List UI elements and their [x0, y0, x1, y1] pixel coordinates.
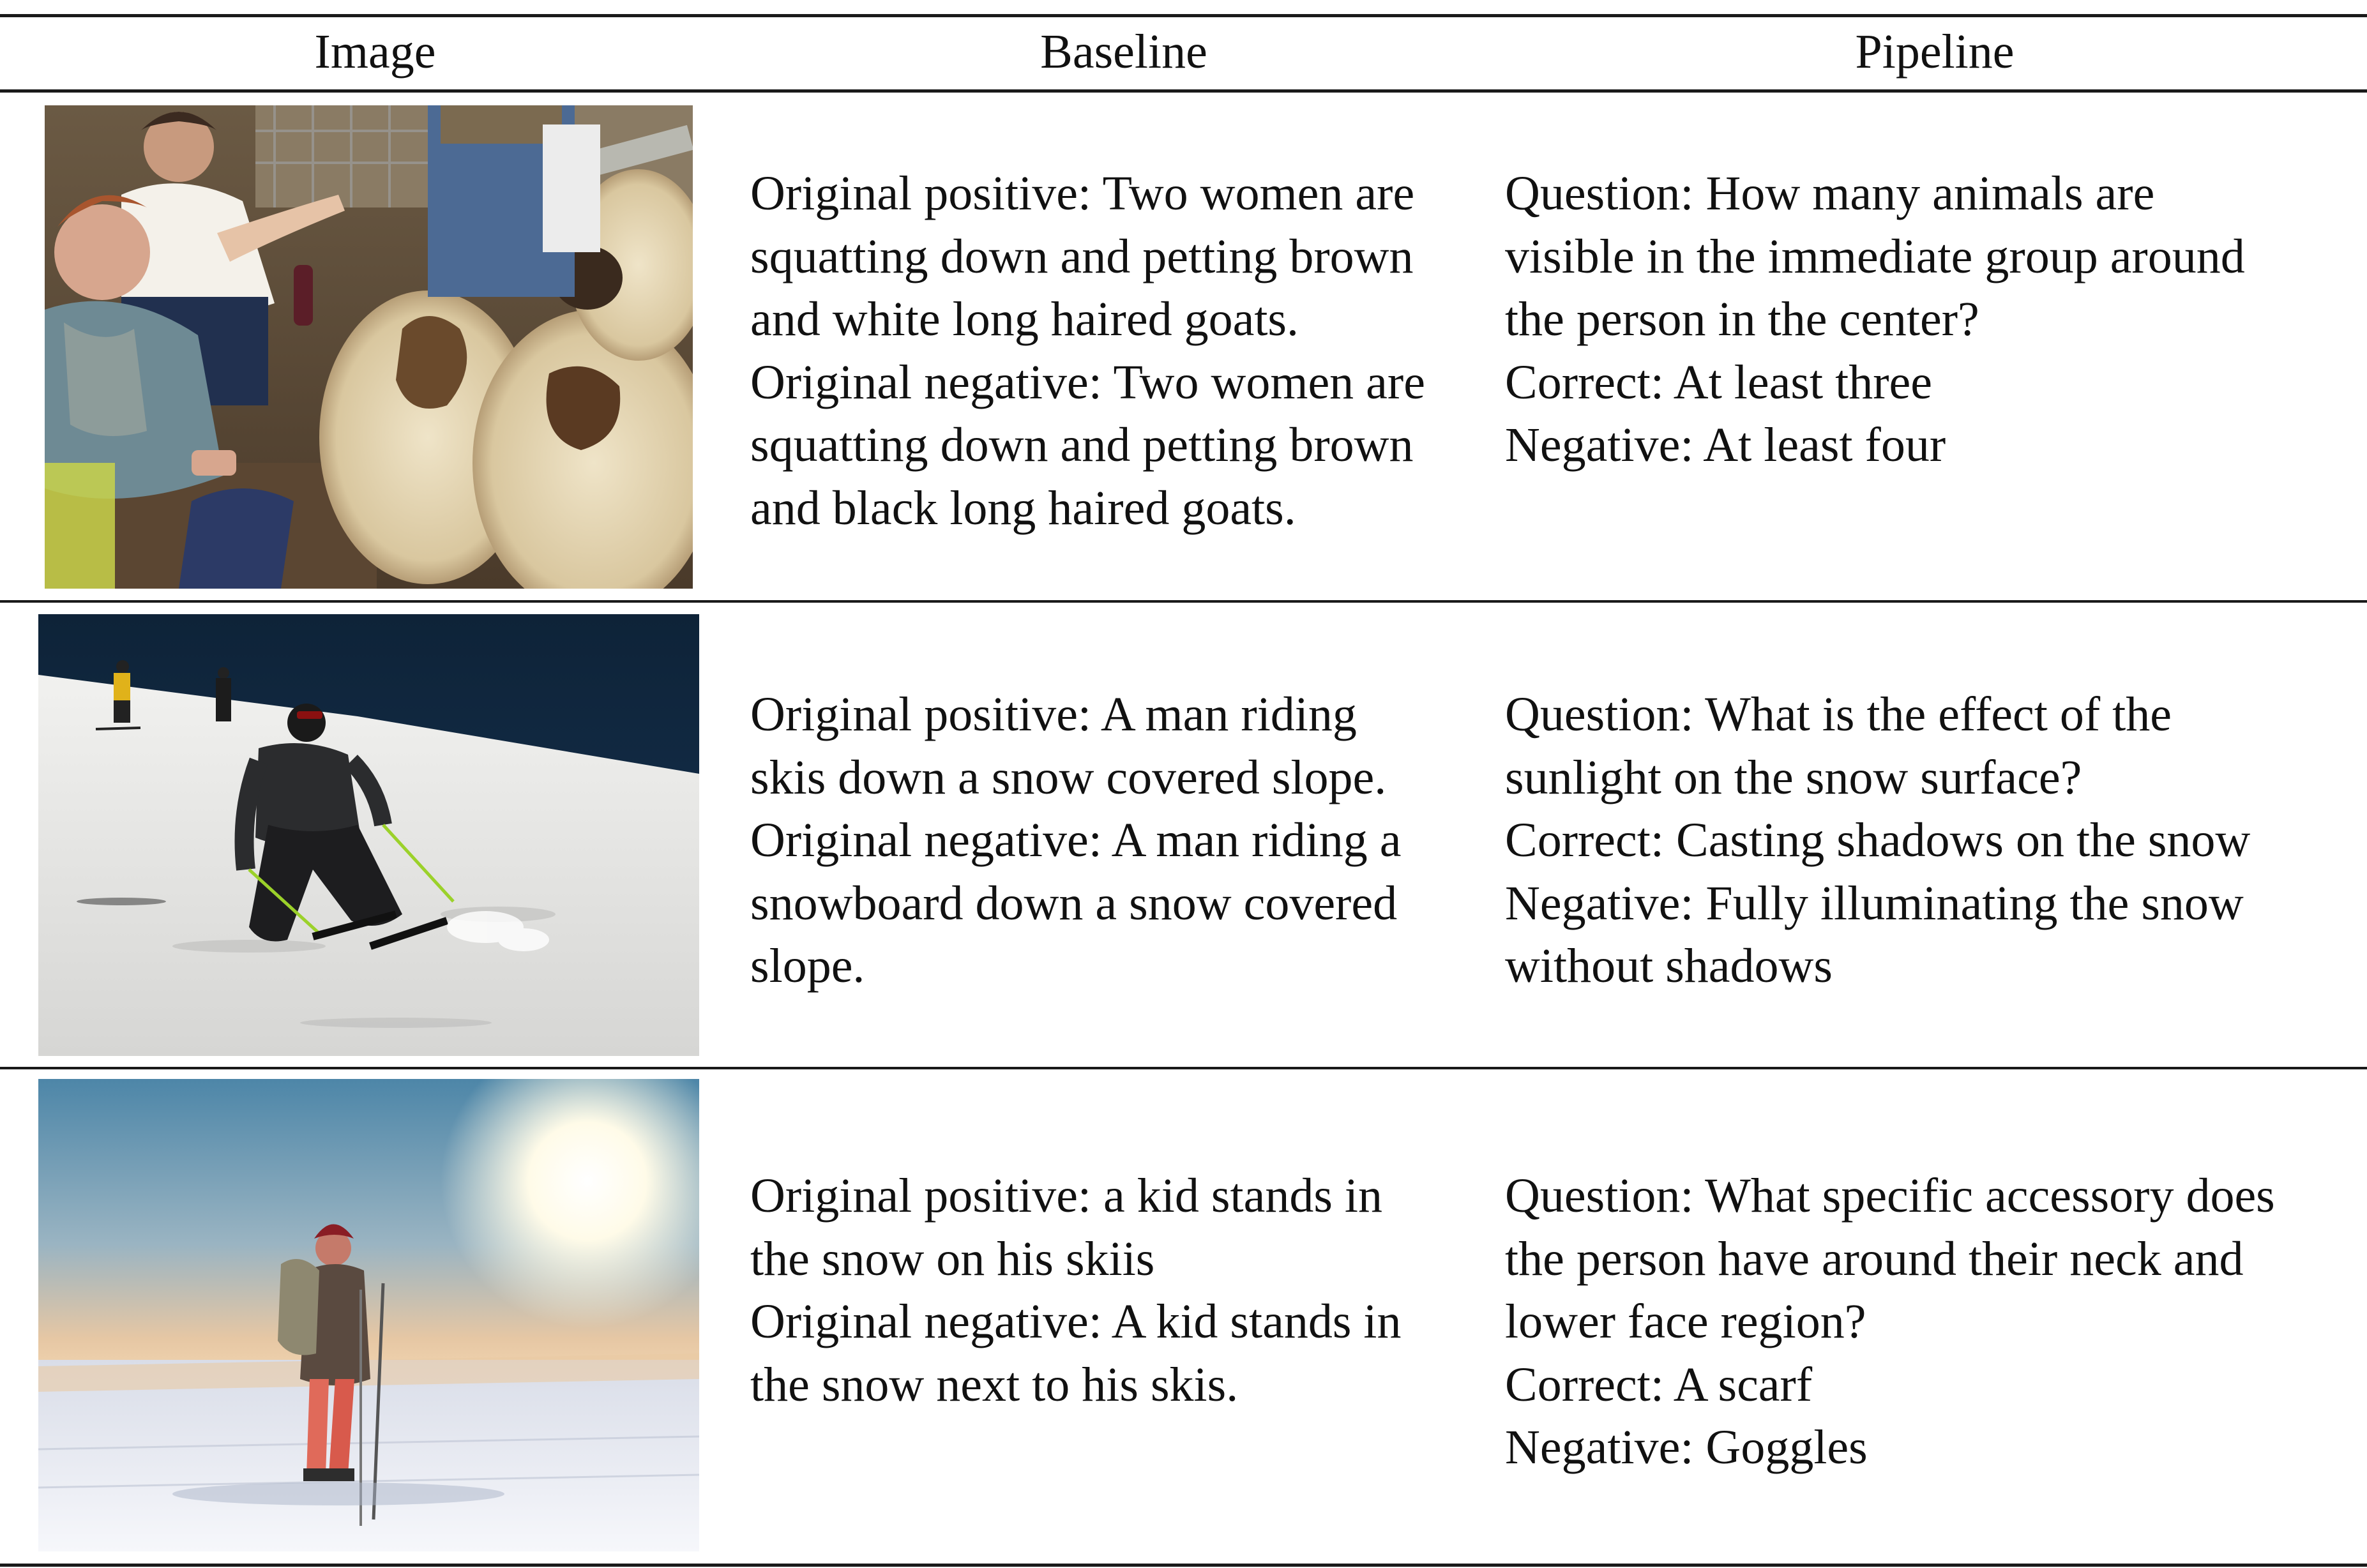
row-1-photo-goats: [45, 105, 693, 589]
row-3-pipeline-line-4: Correct: A scarf: [1505, 1357, 1813, 1412]
row-2-pipeline-line-2: sunlight on the snow surface?: [1505, 750, 2082, 804]
row-1-baseline-line-3: and white long haired goats.: [750, 292, 1299, 346]
row-3-baseline-line-3: Original negative: A kid stands in: [750, 1295, 1402, 1348]
row-divider-1: [0, 600, 2367, 603]
row-2-pipeline-cell: [1505, 683, 2250, 998]
kid-snow-photo-illustration: [38, 1079, 699, 1551]
row-1-pipeline-line-3: the person in the center?: [1505, 292, 1979, 346]
row-1-pipeline-line-5: Negative: At least four: [1505, 418, 1946, 472]
row-2-pipeline-line-5: without shadows: [1505, 939, 1833, 993]
skier-photo-illustration: [38, 614, 699, 1056]
row-2-pipeline-line-4: Negative: Fully illuminating the snow: [1505, 876, 2244, 930]
row-2-pipeline-line-3: Correct: Casting shadows on the snow: [1505, 813, 2251, 867]
column-header-image: Image: [314, 25, 436, 79]
column-header-baseline: Baseline: [1040, 25, 1207, 79]
row-1-baseline-line-1: Original positive: Two women are: [750, 167, 1415, 220]
table-top-rule: [0, 14, 2367, 17]
row-3-baseline-cell: [750, 1165, 1402, 1416]
row-3-pipeline-line-1: Question: What specific accessory does: [1505, 1169, 2275, 1223]
row-2-baseline-line-2: skis down a snow covered slope.: [750, 750, 1387, 804]
row-3-pipeline-line-3: lower face region?: [1505, 1295, 1866, 1348]
row-1-baseline-line-5: squatting down and petting brown: [750, 418, 1414, 472]
row-2-baseline-line-3: Original negative: A man riding a: [750, 813, 1402, 867]
row-3-pipeline-line-2: the person have around their neck and: [1505, 1232, 2244, 1286]
row-3-baseline-line-1: Original positive: a kid stands in: [750, 1169, 1383, 1223]
table-header-rule: [0, 89, 2367, 93]
row-3-pipeline-cell: [1505, 1165, 2275, 1479]
row-1-baseline-cell: [750, 162, 1425, 539]
row-1-pipeline-cell: [1505, 162, 2245, 477]
row-3-baseline-line-2: the snow on his skiis: [750, 1232, 1155, 1286]
row-3-pipeline-line-5: Negative: Goggles: [1505, 1421, 1868, 1474]
row-2-baseline-line-5: slope.: [750, 939, 865, 993]
row-2-baseline-line-1: Original positive: A man riding: [750, 688, 1357, 741]
row-2-pipeline-line-1: Question: What is the effect of the: [1505, 688, 2172, 741]
row-divider-2: [0, 1067, 2367, 1069]
table-bottom-rule: [0, 1564, 2367, 1567]
row-2-baseline-line-4: snowboard down a snow covered: [750, 876, 1398, 930]
row-1-pipeline-line-1: Question: How many animals are: [1505, 167, 2155, 220]
goats-photo-illustration: [45, 105, 693, 589]
row-1-pipeline-line-4: Correct: At least three: [1505, 355, 1932, 409]
row-1-pipeline-line-2: visible in the immediate group around: [1505, 229, 2245, 283]
row-3-photo-kid-snow: [38, 1079, 699, 1551]
row-3-baseline-line-4: the snow next to his skis.: [750, 1357, 1239, 1412]
column-header-pipeline: Pipeline: [1855, 25, 2015, 79]
row-1-baseline-line-4: Original negative: Two women are: [750, 355, 1425, 409]
row-1-baseline-line-2: squatting down and petting brown: [750, 229, 1414, 283]
row-2-baseline-cell: [750, 683, 1401, 998]
row-2-photo-skier: [38, 614, 699, 1056]
row-1-baseline-line-6: and black long haired goats.: [750, 481, 1296, 535]
